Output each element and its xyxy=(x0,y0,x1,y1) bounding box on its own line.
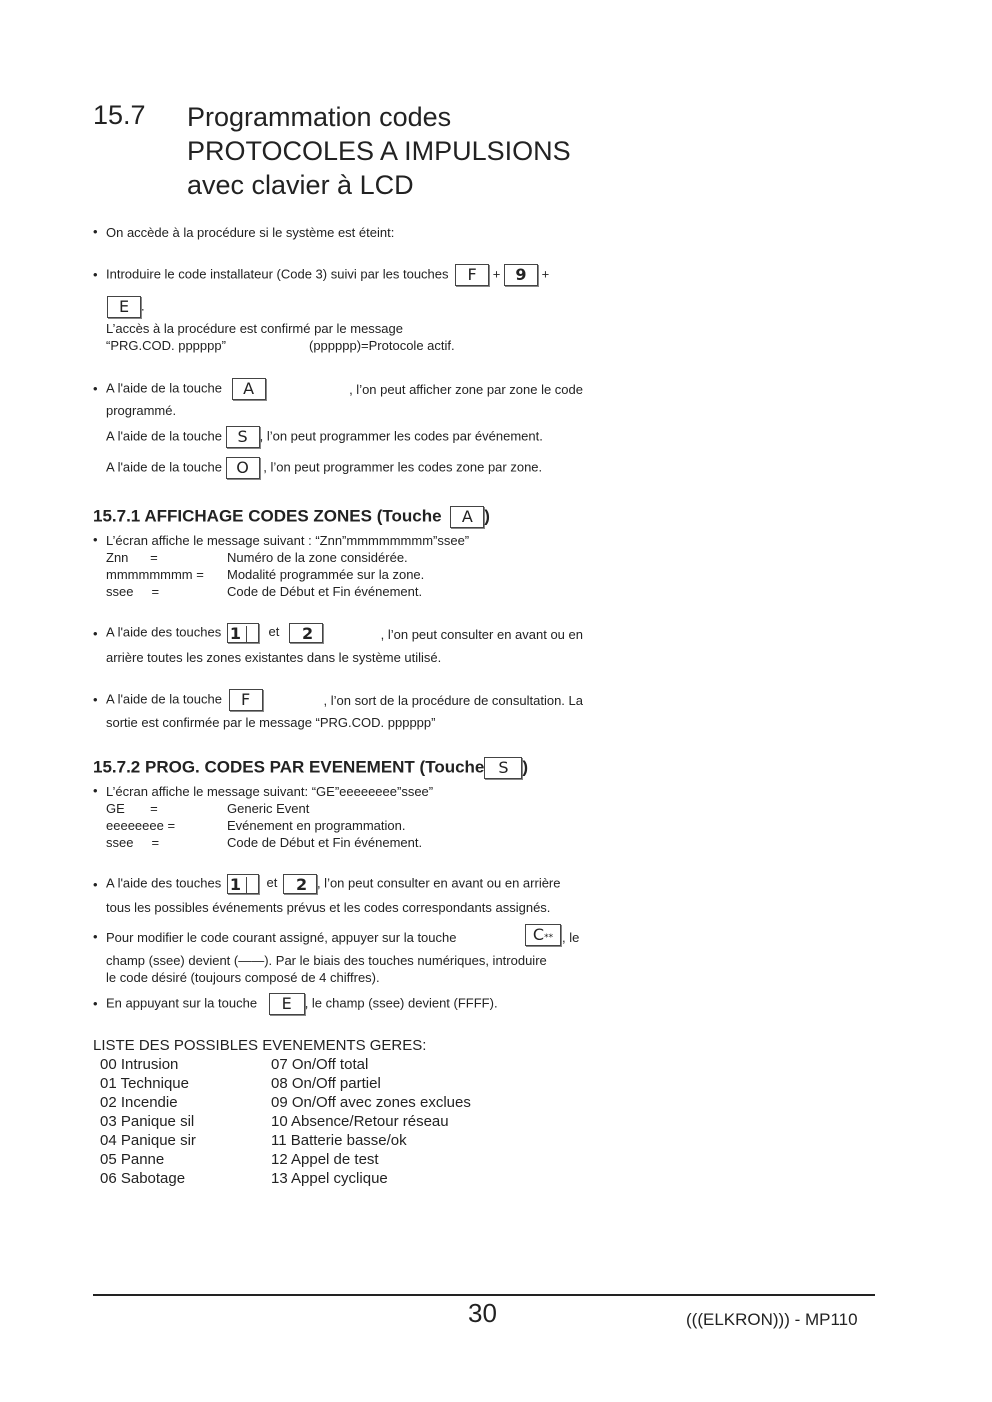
and-word: et xyxy=(266,875,278,891)
subsection-2-heading xyxy=(93,757,528,779)
event-item: 08 On/Off partiel xyxy=(271,1075,381,1092)
footer-brand: (((ELKRON))) - MP110 xyxy=(686,1310,858,1329)
subsection-1-bullet-2-pre: A l'aide des touches xyxy=(106,624,222,640)
subsection-2-bullet-3-pre: Pour modifier le code courant assigné, appuyer sur la touche xyxy=(106,930,457,945)
intro-bullet-3-pre: A l'aide de la touche xyxy=(106,380,222,396)
plus-sign: + xyxy=(492,266,501,282)
event-item: 11 Batterie basse/ok xyxy=(271,1132,407,1149)
section-number: 15.7 xyxy=(93,100,146,130)
event-item: 12 Appel de test xyxy=(271,1151,379,1168)
subsection-2-values xyxy=(227,800,422,851)
subsection-2-bullet-4-post: , le champ (ssee) devient (FFFF). xyxy=(304,995,498,1011)
section-title-line-3: avec clavier à LCD xyxy=(187,170,414,200)
subsection-2-bullet-3-line-3: le code désiré (toujours composé de 4 chiffres). xyxy=(106,970,380,985)
key-e: E xyxy=(107,296,141,318)
definition-value: Code de Début et Fin événement. xyxy=(227,584,423,599)
bullet: • xyxy=(93,532,98,547)
intro-bullet-2 xyxy=(106,264,549,286)
events-heading: LISTE DES POSSIBLES EVENEMENTS GERES: xyxy=(93,1037,427,1054)
page-number: 30 xyxy=(468,1298,497,1328)
key-o: O xyxy=(226,457,260,479)
key-e: E xyxy=(269,993,305,1015)
subsection-2-bullet-3-key xyxy=(525,924,561,946)
bullet: • xyxy=(93,783,98,798)
key-2: 2 xyxy=(289,623,323,643)
definition-key: ssee = xyxy=(106,584,160,599)
bullet: • xyxy=(93,996,98,1011)
section-title-line-2: PROTOCOLES A IMPULSIONS xyxy=(187,136,571,166)
subsection-2-bullet-1: L’écran affiche le message suivant: “GE”eeeeeeee”ssee” xyxy=(106,784,434,799)
bullet: • xyxy=(93,626,98,641)
event-item: 00 Intrusion xyxy=(100,1056,179,1073)
bullet: • xyxy=(93,692,98,707)
key-2: 2 xyxy=(283,874,317,894)
definition-key: Znn = xyxy=(106,550,158,565)
definition-key: GE = xyxy=(106,801,158,816)
subsection-1-bullet-3-line-2: sortie est confirmée par le message “PRG.COD. pppppp” xyxy=(106,715,436,730)
intro-s-line xyxy=(106,426,543,448)
subsection-2-bullet-2-pre: A l'aide des touches xyxy=(106,875,222,891)
intro-confirm-line-1: L’accès à la procédure est confirmé par le message xyxy=(106,321,403,336)
key-1: 1 xyxy=(227,623,259,643)
bullet: • xyxy=(93,929,98,944)
subsection-1-keys xyxy=(106,549,204,600)
subsection-2-heading-text: 15.7.2 PROG. CODES PAR EVENEMENT (Touche xyxy=(93,757,485,777)
event-item: 04 Panique sir xyxy=(100,1132,196,1149)
section-title-line-1: Programmation codes xyxy=(187,102,452,132)
subsection-1-bullet-2-line-2: arrière toutes les zones existantes dans le système utilisé. xyxy=(106,650,442,665)
subsection-1-values xyxy=(227,549,424,600)
definition-key: ssee = xyxy=(106,835,160,850)
subsection-2-bullet-4-pre: En appuyant sur la touche xyxy=(106,995,258,1011)
subsection-1-heading-text: 15.7.1 AFFICHAGE CODES ZONES (Touche xyxy=(93,506,442,526)
subsection-2-bullet-3-post: , le xyxy=(562,930,580,945)
key-a: A xyxy=(450,506,484,528)
subsection-2-keys xyxy=(106,800,175,851)
period: . xyxy=(141,298,145,314)
definition-value: Numéro de la zone considérée. xyxy=(227,550,408,565)
event-item: 10 Absence/Retour réseau xyxy=(271,1113,449,1130)
events-right-column xyxy=(271,1055,471,1188)
intro-s-pre: A l'aide de la touche xyxy=(106,428,222,444)
event-item: 02 Incendie xyxy=(100,1094,178,1111)
subsection-1-heading xyxy=(93,506,490,528)
plus-sign: + xyxy=(541,266,550,282)
intro-o-line xyxy=(106,457,542,479)
definition-key: eeeeeeee = xyxy=(106,818,176,833)
intro-bullet-2-text: Introduire le code installateur (Code 3) suivi par les touches xyxy=(106,266,449,282)
event-item: 05 Panne xyxy=(100,1151,165,1168)
intro-s-post: , l’on peut programmer les codes par événement. xyxy=(259,428,543,444)
subsection-2-bullet-2-post: , l’on peut consulter en avant ou en arrière xyxy=(316,875,561,891)
subsection-2-bullet-4 xyxy=(106,993,498,1015)
intro-bullet-3-post: , l’on peut afficher zone par zone le code xyxy=(349,382,583,397)
definition-value: Code de Début et Fin événement. xyxy=(227,835,423,850)
section-title xyxy=(187,100,571,202)
key-f: F xyxy=(455,264,489,286)
bullet: • xyxy=(93,224,98,239)
subsection-1-bullet-1: L’écran affiche le message suivant : “Znn”mmmmmmmm”ssee” xyxy=(106,533,470,548)
event-item: 13 Appel cyclique xyxy=(271,1170,388,1187)
subsection-1-bullet-2 xyxy=(106,623,323,643)
subsection-2-bullet-3-line-2: champ (ssee) devient (——). Par le biais des touches numériques, introduire xyxy=(106,953,547,968)
events-left-column xyxy=(100,1055,196,1188)
event-item: 09 On/Off avec zones exclues xyxy=(271,1094,471,1111)
definition-value: Modalité programmée sur la zone. xyxy=(227,567,425,582)
definition-value: Generic Event xyxy=(227,801,310,816)
intro-confirm-line-2a: “PRG.COD. pppppp” xyxy=(106,338,226,353)
closing-paren: ) xyxy=(522,757,529,777)
intro-bullet-1: On accède à la procédure si le système est éteint: xyxy=(106,225,395,240)
key-9: 9 xyxy=(504,264,538,286)
event-item: 06 Sabotage xyxy=(100,1170,186,1187)
key-s: S xyxy=(484,757,522,779)
closing-paren: ) xyxy=(484,506,490,526)
key-s: S xyxy=(226,426,260,448)
bullet: • xyxy=(93,381,98,396)
intro-bullet-3 xyxy=(106,378,266,400)
intro-o-post: , l’on peut programmer les codes zone par zone. xyxy=(263,459,543,475)
intro-confirm-line-2b: (pppppp)=Protocole actif. xyxy=(309,338,455,353)
intro-o-pre: A l'aide de la touche xyxy=(106,459,222,475)
bullet: • xyxy=(93,877,98,892)
definition-key: mmmmmmmm = xyxy=(106,567,204,582)
key-f: F xyxy=(229,689,263,711)
subsection-1-bullet-3 xyxy=(106,689,263,711)
subsection-2-bullet-2-line-2: tous les possibles événements prévus et les codes correspondants assignés. xyxy=(106,900,551,915)
subsection-1-bullet-2-post: , l’on peut consulter en avant ou en xyxy=(380,627,583,642)
event-item: 03 Panique sil xyxy=(100,1113,195,1130)
key-1: 1 xyxy=(227,874,259,894)
key-a: A xyxy=(232,378,266,400)
event-item: 07 On/Off total xyxy=(271,1056,369,1073)
and-word: et xyxy=(268,624,280,640)
subsection-1-bullet-3-pre: A l'aide de la touche xyxy=(106,691,222,707)
definition-value: Evénement en programmation. xyxy=(227,818,406,833)
intro-key-e-line xyxy=(107,296,145,318)
event-item: 01 Technique xyxy=(100,1075,189,1092)
subsection-1-bullet-3-post: , l’on sort de la procédure de consultation. La xyxy=(323,693,583,708)
key-c: C** xyxy=(525,924,561,946)
subsection-2-bullet-2 xyxy=(106,874,561,894)
bullet: • xyxy=(93,267,98,282)
intro-bullet-3-line-2: programmé. xyxy=(106,403,177,418)
footer-rule xyxy=(93,1294,875,1296)
